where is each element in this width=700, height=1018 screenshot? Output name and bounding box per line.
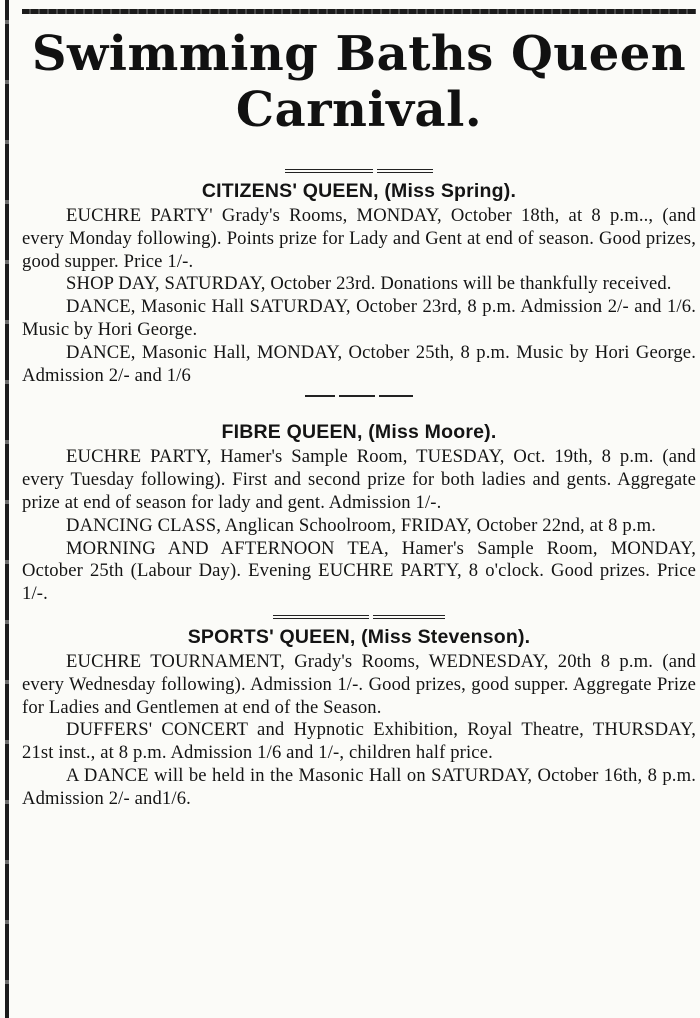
newspaper-article — [22, 0, 696, 811]
event-entry: MORNING AND AFTERNOON TEA, Hamer's Sample Room, MONDAY, October 25th (Labour Day). Evening EUCHRE PARTY, 8 o'clock. Good prizes. Price 1/-. — [22, 537, 696, 605]
section-end-divider — [22, 393, 696, 399]
title-line-1: Swimming Baths Queen — [31, 26, 687, 82]
top-border-rule — [22, 9, 696, 14]
section-heading: FIBRE QUEEN, (Miss Moore). — [221, 421, 497, 444]
event-entry: A DANCE will be held in the Masonic Hall on SATURDAY, October 16th, 8 p.m. Admission 2/- and1/6. — [22, 764, 696, 809]
column-rule-left — [5, 0, 9, 1018]
event-entry: DANCE, Masonic Hall, MONDAY, October 25th, 8 p.m. Music by Hori George. Admission 2/- and 1/6 — [22, 341, 696, 386]
event-entry: DANCING CLASS, Anglican Schoolroom, FRIDAY, October 22nd, at 8 p.m. — [66, 514, 657, 536]
section-citizens-queen — [22, 168, 696, 399]
section-heading: CITIZENS' QUEEN, (Miss Spring). — [201, 180, 517, 202]
section-divider — [22, 168, 696, 174]
event-entry: EUCHRE PARTY, Hamer's Sample Room, TUESDAY, Oct. 19th, 8 p.m. (and every Tuesday following). First and second prize for both ladies and gents. Aggregate prize at end of season for lady and gent. Admission 1/-. — [22, 446, 696, 513]
event-entry: SHOP DAY, SATURDAY, October 23rd. Donations will be thankfully received. — [66, 273, 672, 295]
title-line-2: Carnival. — [235, 82, 483, 138]
article-title — [22, 26, 696, 138]
section-sports-queen — [22, 614, 696, 811]
section-fibre-queen — [22, 421, 696, 606]
event-entry: EUCHRE PARTY' Grady's Rooms, MONDAY, October 18th, at 8 p.m.., (and every Monday following). Points prize for Lady and Gent at end of season. Good prizes, good supper. Price 1/-. — [22, 205, 696, 272]
event-entry: DUFFERS' CONCERT and Hypnotic Exhibition, Royal Theatre, THURSDAY, 21st inst., at 8 p.m. Admission 1/6 and 1/-, children half price. — [22, 719, 696, 764]
section-heading: SPORTS' QUEEN, (Miss Stevenson). — [187, 625, 531, 648]
event-entry: EUCHRE TOURNAMENT, Grady's Rooms, WEDNESDAY, 20th 8 p.m. (and every Wednesday following). Admission 1/-. Good prizes, good supper. Aggregate Prize for Ladies and Gentlemen at end of the Season. — [22, 650, 696, 718]
event-entry: DANCE, Masonic Hall SATURDAY, October 23rd, 8 p.m. Admission 2/- and 1/6. Music by Hori George. — [22, 296, 696, 340]
section-divider — [22, 614, 696, 620]
